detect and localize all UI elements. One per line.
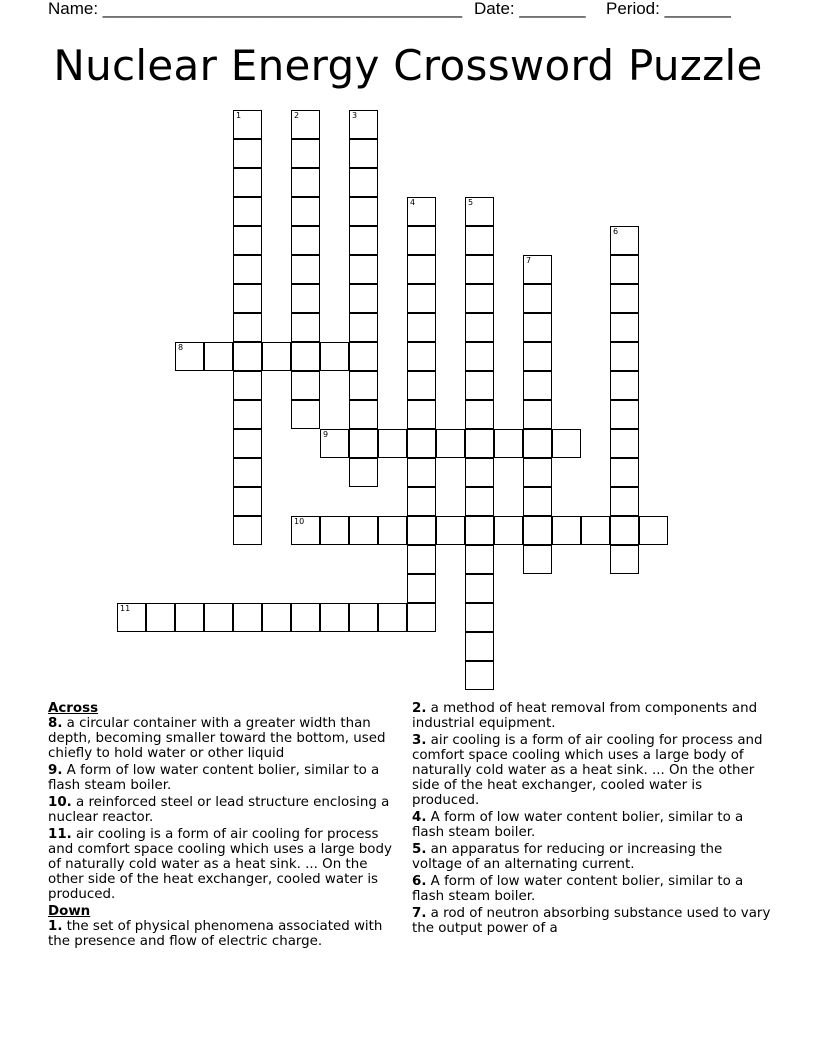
grid-cell[interactable]: [349, 313, 378, 342]
grid-cell[interactable]: [407, 284, 436, 313]
grid-cell[interactable]: [349, 139, 378, 168]
clue-text: a circular container with a greater width than depth, becoming smaller toward the bottom, used chiefly to hold water or other liquid: [48, 716, 386, 761]
clue-text: a reinforced steel or lead structure enclosing a nuclear reactor.: [48, 795, 390, 825]
grid-cell[interactable]: [407, 342, 436, 371]
grid-cell[interactable]: [320, 603, 349, 632]
grid-cell[interactable]: [610, 516, 639, 545]
cell-clue-number: 4: [410, 198, 416, 207]
grid-cell[interactable]: [552, 429, 581, 458]
grid-cell[interactable]: [523, 516, 552, 545]
clue-text: A form of low water content bolier, similar to a flash steam boiler.: [48, 763, 380, 793]
grid-cell[interactable]: [610, 284, 639, 313]
grid-cell[interactable]: [349, 342, 378, 371]
grid-cell[interactable]: [204, 342, 233, 371]
grid-cell[interactable]: [465, 313, 494, 342]
grid-cell[interactable]: [610, 545, 639, 574]
grid-cell[interactable]: [320, 516, 349, 545]
grid-cell[interactable]: [610, 458, 639, 487]
date-field[interactable]: Date: _______: [474, 0, 586, 18]
grid-cell[interactable]: [349, 458, 378, 487]
clue-across-10: [48, 795, 402, 825]
grid-cell[interactable]: [407, 574, 436, 603]
clue-number: 6.: [412, 874, 427, 889]
grid-cell[interactable]: [378, 516, 407, 545]
cell-clue-number: 10: [294, 517, 305, 526]
clue-across-8: [48, 716, 402, 761]
grid-cell[interactable]: [407, 197, 436, 226]
grid-cell[interactable]: [610, 400, 639, 429]
grid-cell[interactable]: [407, 371, 436, 400]
grid-cell[interactable]: [465, 661, 494, 690]
grid-cell[interactable]: [407, 545, 436, 574]
grid-cell[interactable]: [233, 197, 262, 226]
clue-text: a rod of neutron absorbing substance used to vary the output power of a: [412, 906, 771, 936]
clue-number: 8.: [48, 716, 63, 731]
grid-cell[interactable]: [233, 168, 262, 197]
grid-cell[interactable]: [233, 487, 262, 516]
grid-cell[interactable]: [407, 313, 436, 342]
grid-cell[interactable]: [349, 516, 378, 545]
grid-cell[interactable]: [291, 371, 320, 400]
grid-cell[interactable]: [233, 400, 262, 429]
grid-cell[interactable]: [291, 255, 320, 284]
grid-cell[interactable]: [233, 371, 262, 400]
grid-cell[interactable]: [610, 313, 639, 342]
grid-cell[interactable]: [349, 400, 378, 429]
grid-cell[interactable]: [233, 284, 262, 313]
grid-cell[interactable]: [320, 429, 349, 458]
grid-cell[interactable]: [349, 168, 378, 197]
grid-cell[interactable]: [523, 342, 552, 371]
grid-cell[interactable]: [349, 603, 378, 632]
grid-cell[interactable]: [291, 603, 320, 632]
grid-cell[interactable]: [407, 255, 436, 284]
grid-cell[interactable]: [465, 574, 494, 603]
clue-text: A form of low water content bolier, similar to a flash steam boiler.: [412, 874, 744, 904]
grid-cell[interactable]: [465, 255, 494, 284]
clue-number: 3.: [412, 733, 427, 748]
grid-cell[interactable]: [262, 603, 291, 632]
clue-number: 9.: [48, 763, 63, 778]
cell-clue-number: 6: [613, 227, 619, 236]
grid-cell[interactable]: [465, 632, 494, 661]
period-field[interactable]: Period: _______: [606, 0, 731, 18]
grid-cell[interactable]: [523, 458, 552, 487]
grid-cell[interactable]: [465, 603, 494, 632]
grid-cell[interactable]: [291, 400, 320, 429]
clue-text: the set of physical phenomena associated with the presence and flow of electric charge.: [48, 919, 383, 949]
grid-cell[interactable]: [349, 429, 378, 458]
grid-cell[interactable]: [610, 371, 639, 400]
clue-across-11: [48, 827, 402, 902]
grid-cell[interactable]: [407, 603, 436, 632]
grid-cell[interactable]: [349, 255, 378, 284]
grid-cell[interactable]: [291, 139, 320, 168]
grid-cell[interactable]: [204, 603, 233, 632]
clue-text: air cooling is a form of air cooling for process and comfort space cooling which uses a large body of naturally cold water as a heat sink. ... On the other side of the heat exchanger, cooled water is produced.: [412, 733, 763, 808]
grid-cell[interactable]: [349, 226, 378, 255]
grid-cell[interactable]: [465, 197, 494, 226]
grid-cell[interactable]: [378, 429, 407, 458]
clue-number: 10.: [48, 795, 72, 810]
clues-column-right: [412, 701, 772, 938]
clue-number: 4.: [412, 810, 427, 825]
grid-cell[interactable]: [523, 255, 552, 284]
grid-cell[interactable]: [465, 284, 494, 313]
grid-cell[interactable]: [291, 284, 320, 313]
grid-cell[interactable]: [146, 603, 175, 632]
grid-cell[interactable]: [407, 458, 436, 487]
grid-cell[interactable]: [610, 429, 639, 458]
grid-cell[interactable]: [233, 458, 262, 487]
grid-cell[interactable]: [465, 516, 494, 545]
grid-cell[interactable]: [407, 429, 436, 458]
cell-clue-number: 1: [236, 111, 242, 120]
cell-clue-number: 8: [178, 343, 184, 352]
clue-number: 2.: [412, 701, 427, 716]
grid-cell[interactable]: [523, 371, 552, 400]
cell-clue-number: 11: [120, 604, 131, 613]
grid-cell[interactable]: [494, 429, 523, 458]
grid-cell[interactable]: [175, 603, 204, 632]
grid-cell[interactable]: [436, 516, 465, 545]
clue-down-3: [412, 733, 772, 808]
grid-cell[interactable]: [175, 342, 204, 371]
clue-down-1: [48, 919, 402, 949]
grid-cell[interactable]: [465, 371, 494, 400]
down-heading: Down: [48, 904, 91, 919]
grid-cell[interactable]: [378, 603, 407, 632]
clue-text: A form of low water content bolier, similar to a flash steam boiler.: [412, 810, 744, 840]
grid-cell[interactable]: [291, 110, 320, 139]
grid-cell[interactable]: [291, 197, 320, 226]
grid-cell[interactable]: [407, 400, 436, 429]
grid-cell[interactable]: [465, 342, 494, 371]
grid-cell[interactable]: [349, 371, 378, 400]
cell-clue-number: 2: [294, 111, 300, 120]
grid-cell[interactable]: [523, 284, 552, 313]
clue-across-9: [48, 763, 402, 793]
grid-cell[interactable]: [465, 429, 494, 458]
grid-cell[interactable]: [320, 342, 349, 371]
grid-cell[interactable]: [610, 255, 639, 284]
clue-text: air cooling is a form of air cooling for process and comfort space cooling which uses a large body of naturally cold water as a heat sink. ... On the other side of the heat exchanger, cooled water is produced.: [48, 827, 392, 902]
grid-cell[interactable]: [523, 487, 552, 516]
clue-down-2: [412, 701, 772, 731]
grid-cell[interactable]: [349, 284, 378, 313]
grid-cell[interactable]: [494, 516, 523, 545]
grid-cell[interactable]: [610, 487, 639, 516]
grid-cell[interactable]: [407, 226, 436, 255]
grid-cell[interactable]: [233, 313, 262, 342]
clue-down-4: [412, 810, 772, 840]
grid-cell[interactable]: [233, 516, 262, 545]
page-title: Nuclear Energy Crossword Puzzle: [53, 41, 763, 90]
clue-number: 1.: [48, 919, 63, 934]
grid-cell[interactable]: [233, 226, 262, 255]
grid-cell[interactable]: [291, 168, 320, 197]
clues-column-left: [48, 701, 402, 951]
grid-cell[interactable]: [639, 516, 668, 545]
grid-cell[interactable]: [291, 342, 320, 371]
grid-cell[interactable]: [407, 487, 436, 516]
grid-cell[interactable]: [407, 516, 436, 545]
grid-cell[interactable]: [117, 603, 146, 632]
across-heading: Across: [48, 701, 99, 716]
grid-cell[interactable]: [291, 516, 320, 545]
grid-cell[interactable]: [465, 458, 494, 487]
grid-cell[interactable]: [262, 342, 291, 371]
grid-cell[interactable]: [233, 255, 262, 284]
grid-cell[interactable]: [610, 226, 639, 255]
grid-cell[interactable]: [465, 400, 494, 429]
grid-cell[interactable]: [465, 487, 494, 516]
cell-clue-number: 5: [468, 198, 474, 207]
clue-text: an apparatus for reducing or increasing the voltage of an alternating current.: [412, 842, 723, 872]
clue-text: a method of heat removal from components and industrial equipment.: [412, 701, 758, 731]
grid-cell[interactable]: [291, 226, 320, 255]
cell-clue-number: 3: [352, 111, 358, 120]
grid-cell[interactable]: [581, 516, 610, 545]
grid-cell[interactable]: [233, 110, 262, 139]
grid-cell[interactable]: [233, 429, 262, 458]
clue-number: 7.: [412, 906, 427, 921]
grid-cell[interactable]: [233, 603, 262, 632]
grid-cell[interactable]: [552, 516, 581, 545]
grid-cell[interactable]: [523, 429, 552, 458]
name-field[interactable]: Name: ______________________________________: [48, 0, 463, 18]
grid-cell[interactable]: [349, 197, 378, 226]
grid-cell[interactable]: [465, 545, 494, 574]
clue-down-6: [412, 874, 772, 904]
grid-cell[interactable]: [465, 226, 494, 255]
clue-number: 5.: [412, 842, 427, 857]
cell-clue-number: 9: [323, 430, 329, 439]
clue-number: 11.: [48, 827, 72, 842]
cell-clue-number: 7: [526, 256, 532, 265]
grid-cell[interactable]: [349, 110, 378, 139]
grid-cell[interactable]: [291, 313, 320, 342]
grid-cell[interactable]: [610, 342, 639, 371]
grid-cell[interactable]: [523, 313, 552, 342]
grid-cell[interactable]: [523, 545, 552, 574]
grid-cell[interactable]: [436, 429, 465, 458]
grid-cell[interactable]: [523, 400, 552, 429]
grid-cell[interactable]: [233, 342, 262, 371]
grid-cell[interactable]: [233, 139, 262, 168]
clue-down-5: [412, 842, 772, 872]
clue-down-7: [412, 906, 772, 936]
